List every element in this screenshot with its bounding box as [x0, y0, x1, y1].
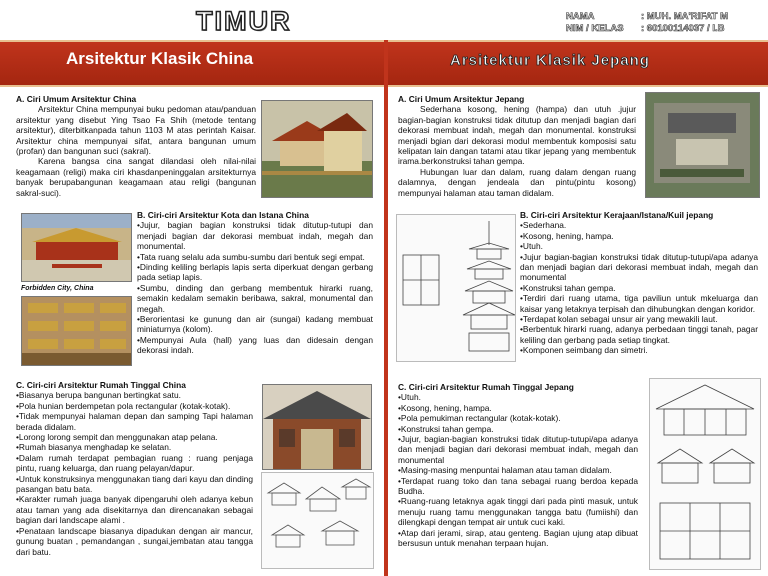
header: [0, 0, 768, 40]
right-b-item: •Konstruksi tahan gempa.: [520, 282, 616, 293]
student-info: [566, 11, 728, 35]
left-c-item: •Biasanya berupa bangunan bertingkat satu.: [16, 390, 181, 401]
nama-value: : MUH. MA'RIFAT M: [641, 11, 729, 22]
china-house-photo: [262, 384, 372, 470]
right-a-heading: A. Ciri Umum Arsitektur Jepang: [398, 94, 525, 104]
right-b-item: •Sederhana.: [520, 220, 567, 231]
left-b-item: •Sumbu, dinding dan gerbang membentuk hirarki ruang, semakin kedalam semakin beribawa, sakral, monumental dan megah.: [137, 282, 373, 314]
china-house-sketches: [261, 472, 374, 569]
right-c-item: •Atap dari jerami, sirap, atau genteng. Bagian ujung atap dibuat bersusun untuk menahan terpaan hujan.: [398, 527, 638, 549]
nim-label: NIM / KELAS: [566, 23, 624, 34]
nama-label: NAMA: [566, 11, 595, 22]
left-b-item: •Jujur, bagian bagian konstruksi tidak ditutup-tutupi dan menjadi bagian dar dekorasi membuat indah, megah dan monumental.: [137, 220, 373, 252]
japan-palace-photo: [645, 92, 760, 198]
left-c-item: •Untuk konstruksinya menggunakan tiang dari kayu dan dinding pasangan batu bata.: [16, 473, 253, 495]
left-b-item: •Mempunyai Aula (hall) yang luas dan didesain dengan dekorasi indah.: [137, 334, 373, 356]
left-b-item: •Dinding keliling berlapis lapis serta diperkuat dengan gerbang pada setiap lapis.: [137, 262, 373, 283]
right-section-a: [398, 94, 636, 198]
left-section-c: [16, 380, 253, 557]
left-section-b: [137, 210, 373, 356]
right-b-item: •Jujur bagian-bagian konstruksi tidak ditutup-tutupi/apa adanya dan menjadi bagian dari dekorasi membuat indah, megah dan monumental: [520, 251, 758, 283]
left-c-item: •Pola hunian berdempetan pola rectangular (kotak-kotak).: [16, 400, 231, 411]
left-c-item: •Dalam rumah terdapat pembagian ruang : ruang penjaga pintu, ruang keluarga, dan ruang pelayan/dapur.: [16, 452, 253, 474]
right-title: Arsitektur Klasik Jepang: [450, 52, 650, 69]
right-b-heading: B. Ciri-ciri Arsitektur Kerajaan/Istana/Kuil jepang: [520, 210, 714, 220]
left-section-a: [16, 94, 256, 198]
right-c-item: •Kosong, hening, hampa.: [398, 402, 492, 413]
left-c-item: •Tidak mempunyai halaman depan dan samping Tapi halaman berada didalam.: [16, 411, 253, 432]
right-a-p1: Sederhana kosong, hening (hampa) dan utuh .jujur bagian-bagian konstruksi tidak ditutup dan menjadi bagian dari dekorasi membuat indah, megah dan monumental. konstruksi menjadi bgian dari dekorasi modul membentuk komposisi satu kelipatan lain dangan tatami atau tikar jepang yang membentuk irama.berkonstruksi tahan gempa.: [398, 104, 636, 167]
right-b-item: •Berbentuk hirarki ruang, adanya perbedaan tinggi tanah, pagar keliling dan gerbang pada setiap tingkat.: [520, 324, 758, 345]
right-c-item: •Utuh.: [398, 392, 421, 403]
nim-value: : 60100114037 / I.B: [641, 23, 725, 34]
right-c-item: •Ruang-ruang letaknya agak tinggi dari pada pinti masuk, untuk menuju ruang tamu menggunakan tangga batu (fumiishi) dan dilengkapi dengan tempat air untuk cuci kaki.: [398, 496, 638, 528]
right-b-item: •Komponen seimbang dan simetri.: [520, 345, 648, 356]
forbidden-city-caption: Forbidden City, China: [21, 285, 94, 292]
left-a-p2: Karena bangsa cina sangat dilandasi oleh nilai-nilai keagamaan (religi) maka ciri khasdanpeninggalan arsitekturnya banyak berupabangunan keagamaan atau religi (bangunan sakral-suci).: [16, 156, 256, 198]
column-divider: [384, 40, 388, 576]
right-c-item: •Terdapat ruang toko dan tana sebagai ruang berdoa kepada Budha.: [398, 475, 638, 497]
right-a-p2: Hubungan luar dan dalam, ruang dalam dengan ruang dalamnya, dengan jendeala dan pintu(pintu kosong) mempunyai halaman atau taman didalam.: [398, 166, 636, 198]
left-b-item: •Tata ruang selalu ada sumbu-sumbu dari bentuk segi empat.: [137, 251, 365, 262]
right-section-c: [398, 382, 638, 549]
left-c-heading: C. Ciri-ciri Arsitektur Rumah Tinggal China: [16, 380, 186, 390]
right-c-item: •Konstruksi tahan gempa.: [398, 423, 494, 434]
right-b-item: •Terdiri dari ruang utama, tiga paviliun untuk mkeluarga dan kaisar yang letaknya terpisah dan dihubungkan dengan koridor.: [520, 293, 758, 314]
left-b-item: •Berorientasi ke gunung dan air (sungai) kadang membuat miniaturnya (kolom).: [137, 314, 373, 335]
left-c-item: •Karakter rumah juaga banyak dipengaruhi oleh adanya kebun atau taman yang ada disekitarnya dan direncanakan sebagai bagian dari landscape alami .: [16, 494, 253, 526]
left-a-p1: Arsitektur China mempunyai buku pedoman atau/panduan arsitektur yang disebut Ying Tsao Fa Shih (metode tentang arsitektur), diterbitkanpada tahun 1103 M atas perintah Kaisar. Arsitektur china mempunyai sifat, antara bangunan umum (profan) dan bangunan suci (sakral).: [16, 104, 256, 157]
forbidden-city-photo-1: [21, 213, 132, 282]
right-c-item: •Pola pemukiman rectangular (kotak-kotak).: [398, 413, 561, 424]
left-c-item: •Lorong lorong sempit dan menggunakan atap pelana.: [16, 432, 218, 443]
right-c-item: •Masing-masing menpuntai halaman atau taman didalam.: [398, 465, 612, 476]
left-a-heading: A. Ciri Umum Arsitektur China: [16, 94, 137, 104]
japan-pagoda-sketch: [396, 214, 516, 362]
right-b-item: •Utuh.: [520, 241, 543, 252]
japan-house-sketches: [649, 378, 761, 570]
left-title: Arsitektur Klasik China: [66, 49, 254, 68]
china-temple-photo: [261, 100, 373, 198]
right-c-item: •Jujur, bagian-bagian konstruksi tidak ditutup-tutupi/apa adanya dan menjadi bagian dari dekorasi membuat indah, megah dan monumental: [398, 434, 638, 465]
right-section-b: [520, 210, 758, 356]
right-c-heading: C. Ciri-ciri Arsitektur Rumah Tinggal Jepang: [398, 382, 574, 392]
right-b-item: •Kosong, hening, hampa.: [520, 230, 614, 241]
forbidden-city-photo-2: [21, 296, 132, 366]
left-c-item: •Penataan landscape biasanya dipadukan dengan air mancur, gunung buatan , pemandangan , sungai,jembatan atau tangga dari batu.: [16, 525, 253, 557]
page-title: TIMUR: [196, 6, 292, 36]
right-b-item: •Terdapat kolan sebagai unsur air yang mewakili laut.: [520, 314, 718, 325]
left-c-item: •Rumah biasanya menghadap ke selatan.: [16, 442, 172, 453]
left-b-heading: B. Ciri-ciri Arsitektur Kota dan Istana China: [137, 210, 309, 220]
